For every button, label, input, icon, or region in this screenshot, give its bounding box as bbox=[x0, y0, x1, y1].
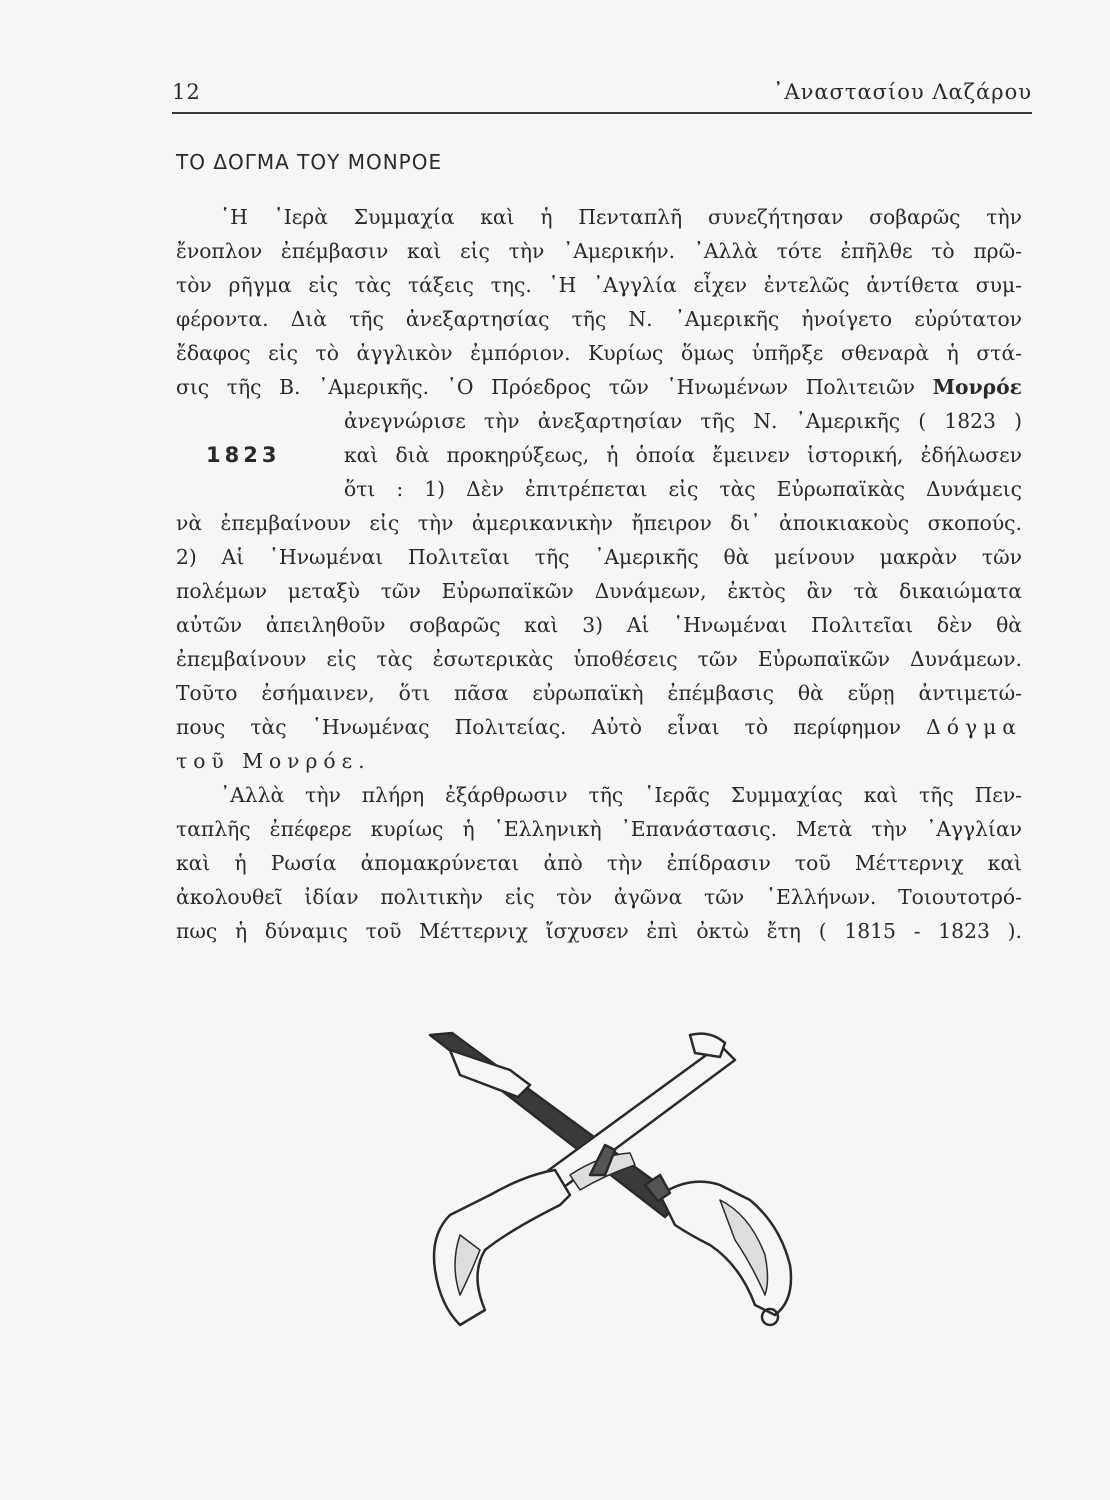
text-line: ἔδαφος εἰς τὸ ἀγγλικὸν ἐμπόριον. Κυρίως ὅμως ὑπῆρξε σθεναρὰ ἡ στά- bbox=[176, 341, 1022, 365]
pistol-left-to-right bbox=[430, 1033, 791, 1325]
text-line: ἀκολουθεῖ ἰδίαν πολιτικὴν εἰς τὸν ἀγῶνα τῶν ῾Ελλήνων. Τοιουτοτρό- bbox=[176, 885, 1022, 909]
text-segment: πους τὰς ῾Ηνωμένας Πολιτείας. Αὐτὸ εἶναι τὸ περίφημον bbox=[176, 715, 927, 739]
name-monroe: Μονρόε bbox=[932, 375, 1022, 399]
body-text bbox=[176, 200, 1022, 948]
margin-note-year: 1823 bbox=[206, 443, 281, 467]
text-line: Τοῦτο ἐσήμαινεν, ὅτι πᾶσα εὐρωπαϊκὴ ἐπέμβασις θὰ εὕρῃ ἀντιμετώ- bbox=[176, 681, 1022, 705]
text-segment: καὶ διὰ προκηρύξεως, ἡ ὁποία ἔμεινεν ἱστορική, ἐδήλωσεν bbox=[344, 443, 1022, 467]
text-line: 2) Αἱ ῾Ηνωμέναι Πολιτεῖαι τῆς ᾿Αμερικῆς θὰ μείνουν μακρὰν τῶν bbox=[176, 545, 1022, 569]
text-segment: σις τῆς Β. ᾿Αμερικῆς. ῾Ο Πρόεδρος τῶν ῾Ηνωμένων Πολιτειῶν bbox=[176, 375, 933, 399]
header-rule bbox=[172, 112, 1032, 114]
text-line: πολέμων μεταξὺ τῶν Εὐρωπαϊκῶν Δυνάμεων, ἐκτὸς ἂν τὰ δικαιώματα bbox=[176, 579, 1022, 603]
text-line bbox=[176, 710, 1022, 744]
text-line: ἔνοπλον ἐπέμβασιν καὶ εἰς τὴν ᾿Αμερικήν. ᾿Αλλὰ τότε ἐπῆλθε τὸ πρῶ- bbox=[176, 239, 1022, 263]
text-line: ὅτι : 1) Δὲν ἐπιτρέπεται εἰς τὰς Εὐρωπαϊκὰς Δυνάμεις bbox=[344, 477, 1022, 501]
section-title: ΤΟ ΔΟΓΜΑ ΤΟΥ ΜΟΝΡΟΕ bbox=[176, 150, 443, 174]
spaced-term-dogma: Δόγμα bbox=[926, 715, 1022, 739]
text-line: ταπλῆς ἐπέφερε κυρίως ἡ ῾Ελληνικὴ ᾿Επανάστασις. Μετὰ τὴν ᾿Αγγλίαν bbox=[176, 817, 1022, 841]
running-head: ᾿Αναστασίου Λαζάρου bbox=[772, 80, 1032, 104]
text-line bbox=[176, 370, 1022, 404]
text-line: αὐτῶν ἀπειληθοῦν σοβαρῶς καὶ 3) Αἱ ῾Ηνωμέναι Πολιτεῖαι δὲν θὰ bbox=[176, 613, 1022, 637]
paragraph-2 bbox=[176, 778, 1022, 948]
text-line: νὰ ἐπεμβαίνουν εἰς τὴν ἀμερικανικὴν ἤπειρον δι᾿ ἀποικιακοὺς σκοπούς. bbox=[176, 511, 1022, 535]
crossed-pistols-illustration bbox=[390, 1025, 810, 1335]
page-number: 12 bbox=[172, 80, 201, 104]
text-line: πως ἡ δύναμις τοῦ Μέττερνιχ ἴσχυσεν ἐπὶ ὀκτὼ ἔτη ( 1815 - 1823 ). bbox=[176, 919, 1022, 943]
text-line: καὶ ἡ Ρωσία ἀπομακρύνεται ἀπὸ τὴν ἐπίδρασιν τοῦ Μέττερνιχ καὶ bbox=[176, 851, 1022, 875]
paragraph-1 bbox=[176, 200, 1022, 778]
text-line: τοῦ Μονρόε. bbox=[176, 749, 371, 773]
text-line-with-margin-note bbox=[176, 438, 1022, 472]
text-line: τὸν ρῆγμα εἰς τὰς τάξεις της. ῾Η ᾿Αγγλία εἶχεν ἐντελῶς ἀντίθετα συμ- bbox=[176, 273, 1022, 297]
text-line: ἀνεγνώρισε τὴν ἀνεξαρτησίαν τῆς Ν. ᾿Αμερικῆς ( 1823 ) bbox=[344, 409, 1022, 433]
text-line: ῾Η ῾Ιερὰ Συμμαχία καὶ ἡ Πενταπλῆ συνεζήτησαν σοβαρῶς τὴν bbox=[220, 205, 1022, 229]
text-line: φέροντα. Διὰ τῆς ἀνεξαρτησίας τῆς Ν. ᾿Αμερικῆς ἠνοίγετο εὐρύτατον bbox=[176, 307, 1022, 331]
text-line: ᾿Αλλὰ τὴν πλήρη ἐξάρθρωσιν τῆς ῾Ιερᾶς Συμμαχίας καὶ τῆς Πεν- bbox=[220, 783, 1022, 807]
text-line: ἐπεμβαίνουν εἰς τὰς ἐσωτερικὰς ὑποθέσεις τῶν Εὐρωπαϊκῶν Δυνάμεων. bbox=[176, 647, 1022, 671]
page-header bbox=[172, 78, 1032, 114]
